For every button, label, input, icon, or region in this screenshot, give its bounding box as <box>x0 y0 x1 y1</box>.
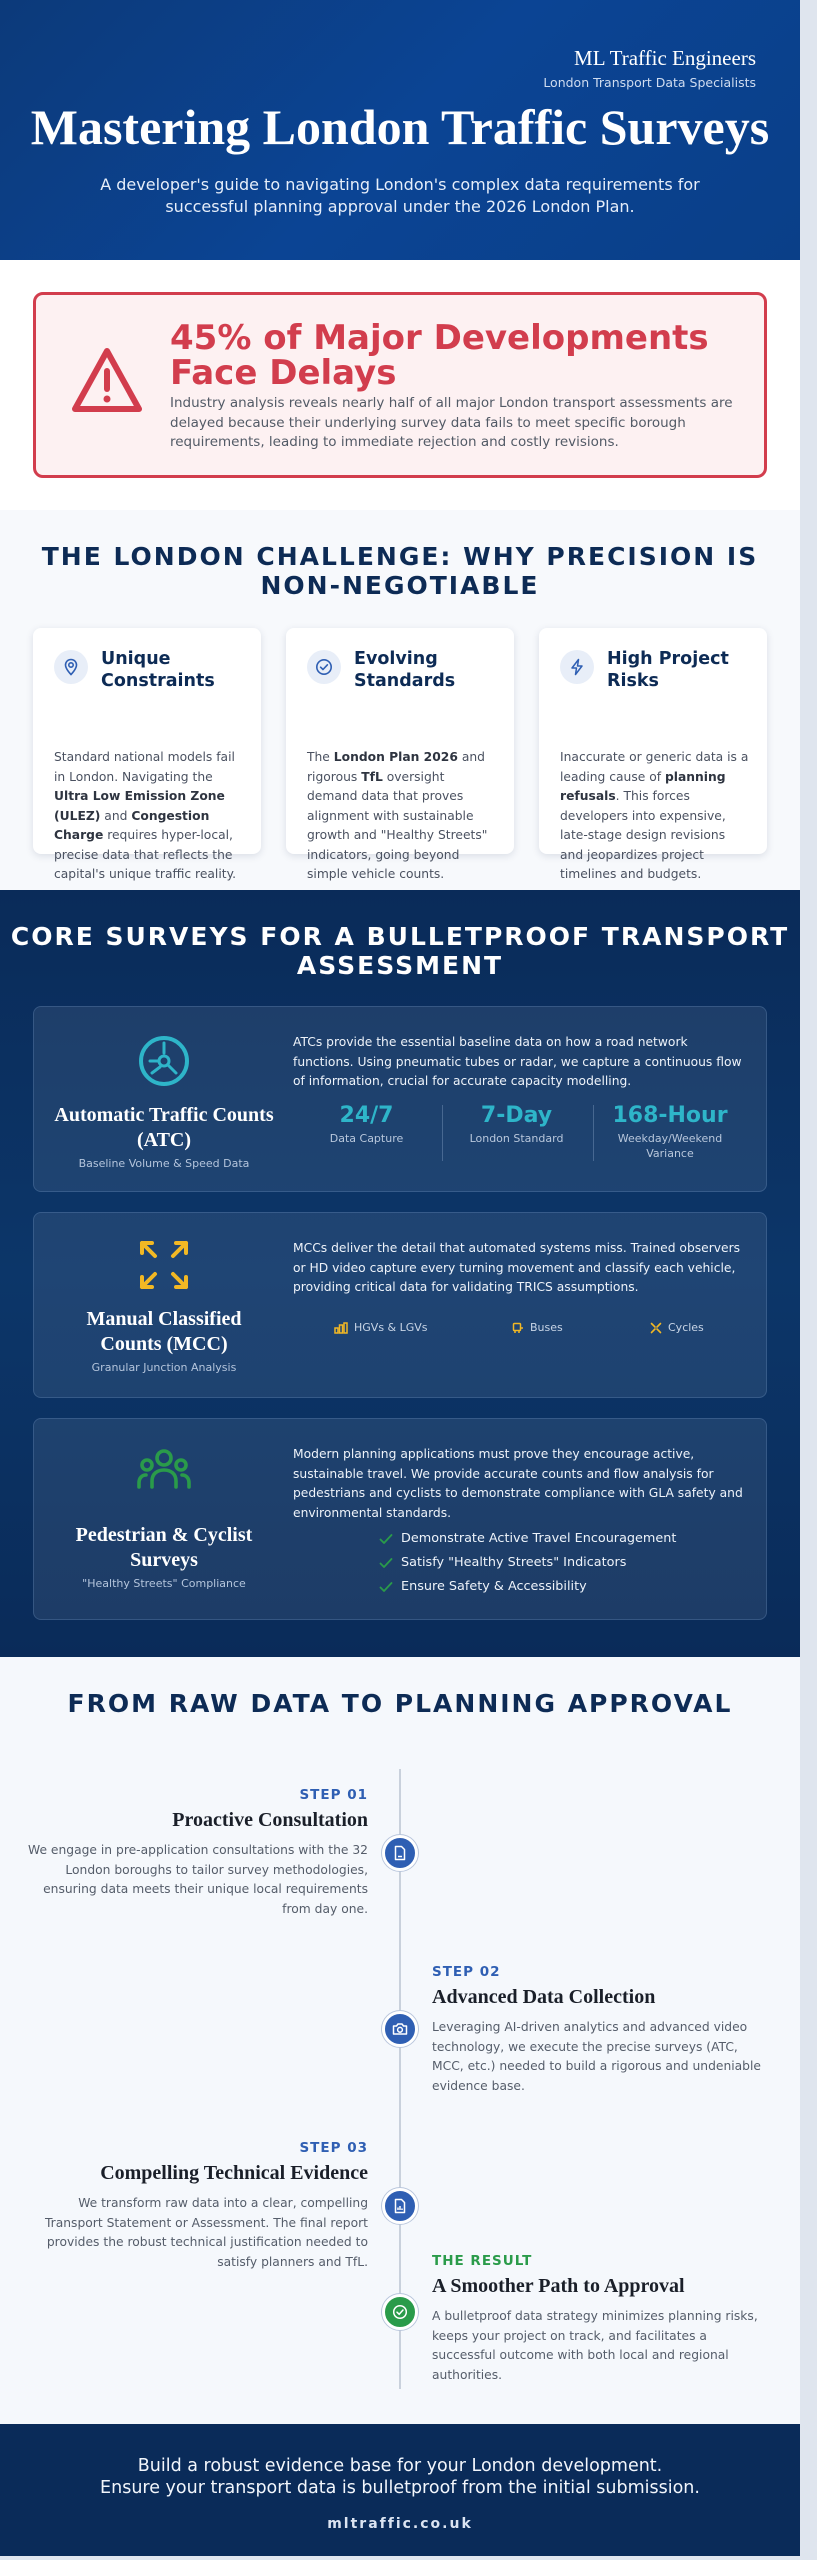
step-title: A Smoother Path to Approval <box>432 2275 685 2297</box>
step-text: A bulletproof data strategy minimizes planning risks, keeps your project on track, and facilitates a successful outcome with both local and regional authorities. <box>432 2309 758 2382</box>
check-circle-icon <box>307 650 341 684</box>
document-icon <box>382 1835 418 1871</box>
survey-card-mcc <box>33 1212 767 1398</box>
core-surveys-title: CORE SURVEYS FOR A BULLETPROOF TRANSPORT ASSESSMENT <box>10 922 790 980</box>
check-circle-icon <box>382 2294 418 2330</box>
footer-line-1: Build a robust evidence base for your London development. <box>137 2456 663 2476</box>
alert-headline: 45% of Major Developments Face Delays <box>170 318 709 393</box>
stat-divider <box>442 1105 443 1161</box>
stat-label: London Standard <box>469 1132 564 1145</box>
page-margin <box>800 0 817 2560</box>
survey-card-subtitle: "Healthy Streets" Compliance <box>82 1577 246 1590</box>
page-title: Mastering London Traffic Surveys <box>30 99 770 155</box>
brand-block <box>543 46 756 90</box>
step-text: Leveraging AI-driven analytics and advanced video technology, we execute the precise surveys (ATC, MCC, etc.) needed to build a rigorous and undeniable evidence base. <box>432 2020 761 2093</box>
survey-card-pedestrian <box>33 1418 767 1620</box>
step-text: We engage in pre-application consultations with the 32 London boroughs to tailor survey methodologies, ensuring data meets their unique local requirements from day one. <box>28 1843 369 1916</box>
survey-card-text: Modern planning applications must prove they encourage active, sustainable travel. We provide accurate counts and flow analysis for pedestrians and cyclists to demonstrate compliance with GLA safety and environmental standards. <box>293 1447 743 1520</box>
footer <box>0 2424 800 2556</box>
stat-data-capture <box>294 1103 439 1146</box>
traffic-counter-icon <box>136 1033 192 1089</box>
bar-chart-icon <box>334 1322 348 1334</box>
challenge-card-title: Unique Constraints <box>101 649 215 691</box>
vehicle-type-buses: Buses <box>512 1321 563 1334</box>
vehicle-type-hgv: HGVs & LGVs <box>334 1321 428 1334</box>
step-title: Compelling Technical Evidence <box>100 2162 368 2184</box>
challenge-card-title: Evolving Standards <box>354 649 456 691</box>
delay-alert-box <box>33 292 767 478</box>
checkmark-icon <box>379 1581 393 1593</box>
stat-value: 168-Hour <box>612 1103 728 1128</box>
challenge-card-body: Standard national models fail in London. Navigating the Ultra Low Emission Zone (ULEZ) and Congestion Charge requires hyper-local, precise data that reflects the capital's unique traffic reality. <box>54 750 237 881</box>
bicycle-icon <box>650 1322 662 1334</box>
challenge-card-high-project-risks <box>539 628 767 881</box>
footer-website-link[interactable]: mltraffic.co.uk <box>327 2516 473 2532</box>
london-challenge-section <box>0 510 800 890</box>
challenge-title: THE LONDON CHALLENGE: WHY PRECISION IS NON-NEGOTIABLE <box>41 542 759 600</box>
map-pin-icon <box>54 650 88 684</box>
stat-label: Data Capture <box>329 1132 404 1145</box>
survey-card-subtitle: Granular Junction Analysis <box>91 1361 237 1374</box>
alert-text: Industry analysis reveals nearly half of all major London transport assessments are delayed because their underlying survey data fails to meet specific borough requirements, leading to immediate rejection and costly revisions. <box>170 395 733 450</box>
survey-card-text: ATCs provide the essential baseline data on how a road network functions. Using pneumatic tubes or radar, we capture a continuous flow of information, crucial for accurate capacity modelling. <box>293 1035 742 1088</box>
challenge-card-unique-constraints <box>33 628 261 881</box>
survey-card-subtitle: Baseline Volume & Speed Data <box>78 1157 250 1170</box>
survey-card-title: Manual Classified Counts (MCC) <box>86 1308 242 1355</box>
compliance-check-item: Satisfy "Healthy Streets" Indicators <box>379 1555 626 1570</box>
process-title: FROM RAW DATA TO PLANNING APPROVAL <box>67 1689 733 1718</box>
survey-card-atc <box>33 1006 767 1192</box>
expand-arrows-icon <box>136 1237 192 1293</box>
bus-icon <box>512 1322 524 1334</box>
challenge-card-title: High Project Risks <box>607 649 729 691</box>
stat-divider <box>593 1105 594 1161</box>
hero-header <box>0 0 800 260</box>
alert-section <box>0 260 800 510</box>
step-title: Advanced Data Collection <box>432 1986 656 2008</box>
stat-value: 24/7 <box>339 1103 394 1128</box>
compliance-check-item: Ensure Safety & Accessibility <box>379 1579 587 1594</box>
step-title: Proactive Consultation <box>172 1809 368 1831</box>
step-label: STEP 02 <box>432 1964 501 1980</box>
stat-value: 7-Day <box>480 1103 553 1128</box>
stat-london-standard <box>444 1103 589 1146</box>
people-group-icon <box>136 1443 192 1499</box>
vehicle-type-cycles: Cycles <box>650 1321 704 1334</box>
challenge-card-body: The London Plan 2026 and rigorous TfL oversight demand data that proves alignment with sustainable growth and "Healthy Streets" indicators, going beyond simple vehicle counts. <box>307 750 488 881</box>
survey-card-text: MCCs deliver the detail that automated systems miss. Trained observers or HD video capture every turning movement and classify each vehicle, providing critical data for validating TRICS assumptions. <box>293 1241 741 1294</box>
step-label: STEP 03 <box>299 2140 368 2156</box>
lightning-icon <box>560 650 594 684</box>
checkmark-icon <box>379 1533 393 1545</box>
brand-name: ML Traffic Engineers <box>574 46 756 70</box>
challenge-card-evolving-standards <box>286 628 514 881</box>
survey-card-title: Automatic Traffic Counts (ATC) <box>54 1104 274 1151</box>
challenge-card-body: Inaccurate or generic data is a leading cause of planning refusals. This forces developers into expensive, late-stage design revisions and jeopardizes project timelines and budgets. <box>560 750 749 881</box>
survey-card-title: Pedestrian & Cyclist Surveys <box>75 1524 253 1571</box>
core-surveys-section <box>0 890 800 1657</box>
report-icon <box>382 2188 418 2224</box>
brand-tagline: London Transport Data Specialists <box>543 75 756 90</box>
page-subtitle: A developer's guide to navigating London's complex data requirements for successful planning approval under the 2026 London Plan. <box>100 175 700 216</box>
result-label: THE RESULT <box>432 2253 533 2269</box>
compliance-check-item: Demonstrate Active Travel Encouragement <box>379 1531 676 1546</box>
checkmark-icon <box>379 1557 393 1569</box>
footer-line-2: Ensure your transport data is bulletproof from the initial submission. <box>100 2478 700 2498</box>
camera-icon <box>382 2011 418 2047</box>
stat-label: Weekday/Weekend Variance <box>617 1132 723 1160</box>
process-section <box>0 1657 800 2424</box>
step-label: STEP 01 <box>299 1787 368 1803</box>
warning-triangle-icon <box>69 343 145 419</box>
step-text: We transform raw data into a clear, compelling Transport Statement or Assessment. The final report provides the robust technical justification needed to satisfy planners and TfL. <box>44 2196 368 2269</box>
stat-weekday-weekend <box>595 1103 745 1161</box>
